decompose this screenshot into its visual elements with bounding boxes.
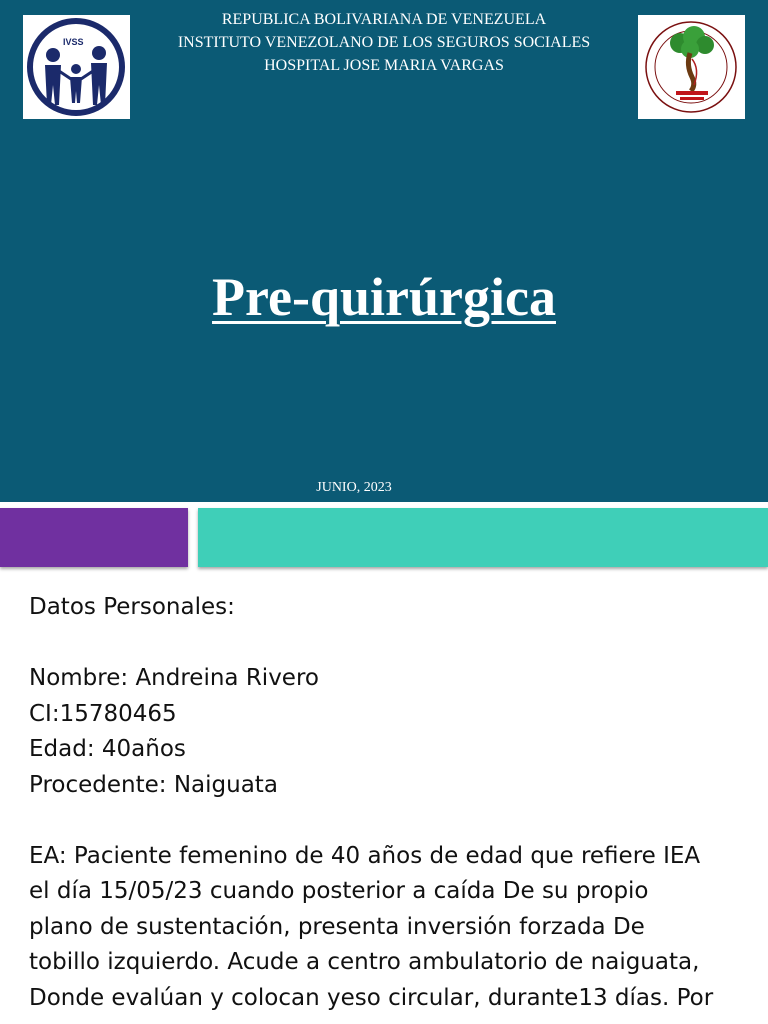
field-edad: Edad: 40años [29,736,186,762]
header-republic: REPUBLICA BOLIVARIANA DE VENEZUELA [221,11,547,28]
field-nombre: Nombre: Andreina Rivero [29,665,319,691]
header-hospital: HOSPITAL JOSE MARIA VARGAS [264,57,504,74]
spacer [29,803,744,839]
teal-accent-bar [198,508,768,567]
ea-line: el día 15/05/23 cuando posterior a caída De su propio [29,878,649,904]
ea-line: tobillo izquierdo. Acude a centro ambulatorio de naiguata, [29,949,700,975]
ivss-logo-text: IVSS [63,37,84,47]
ea-line: Donde evalúan y colocan yeso circular, durante13 días. Por [29,984,714,1011]
spacer [29,626,744,662]
ea-line: plano de sustentación, presenta inversión forzada De [29,913,645,940]
purple-accent-bar [0,508,188,567]
date-label: JUNIO, 2023 [316,480,392,495]
content-body [29,590,744,1016]
field-procedente: Procedente: Naiguata [29,771,278,798]
field-ci: CI:15780465 [29,700,177,727]
header-institute: INSTITUTO VENEZOLANO DE LOS SEGUROS SOCIALES [177,34,591,51]
page-title [0,262,768,332]
section-heading: Datos Personales: [29,594,235,620]
ea-line: EA: Paciente femenino de 40 años de edad que refiere IEA [29,842,701,869]
page-title-text: Pre-quirúrgica [212,267,556,327]
